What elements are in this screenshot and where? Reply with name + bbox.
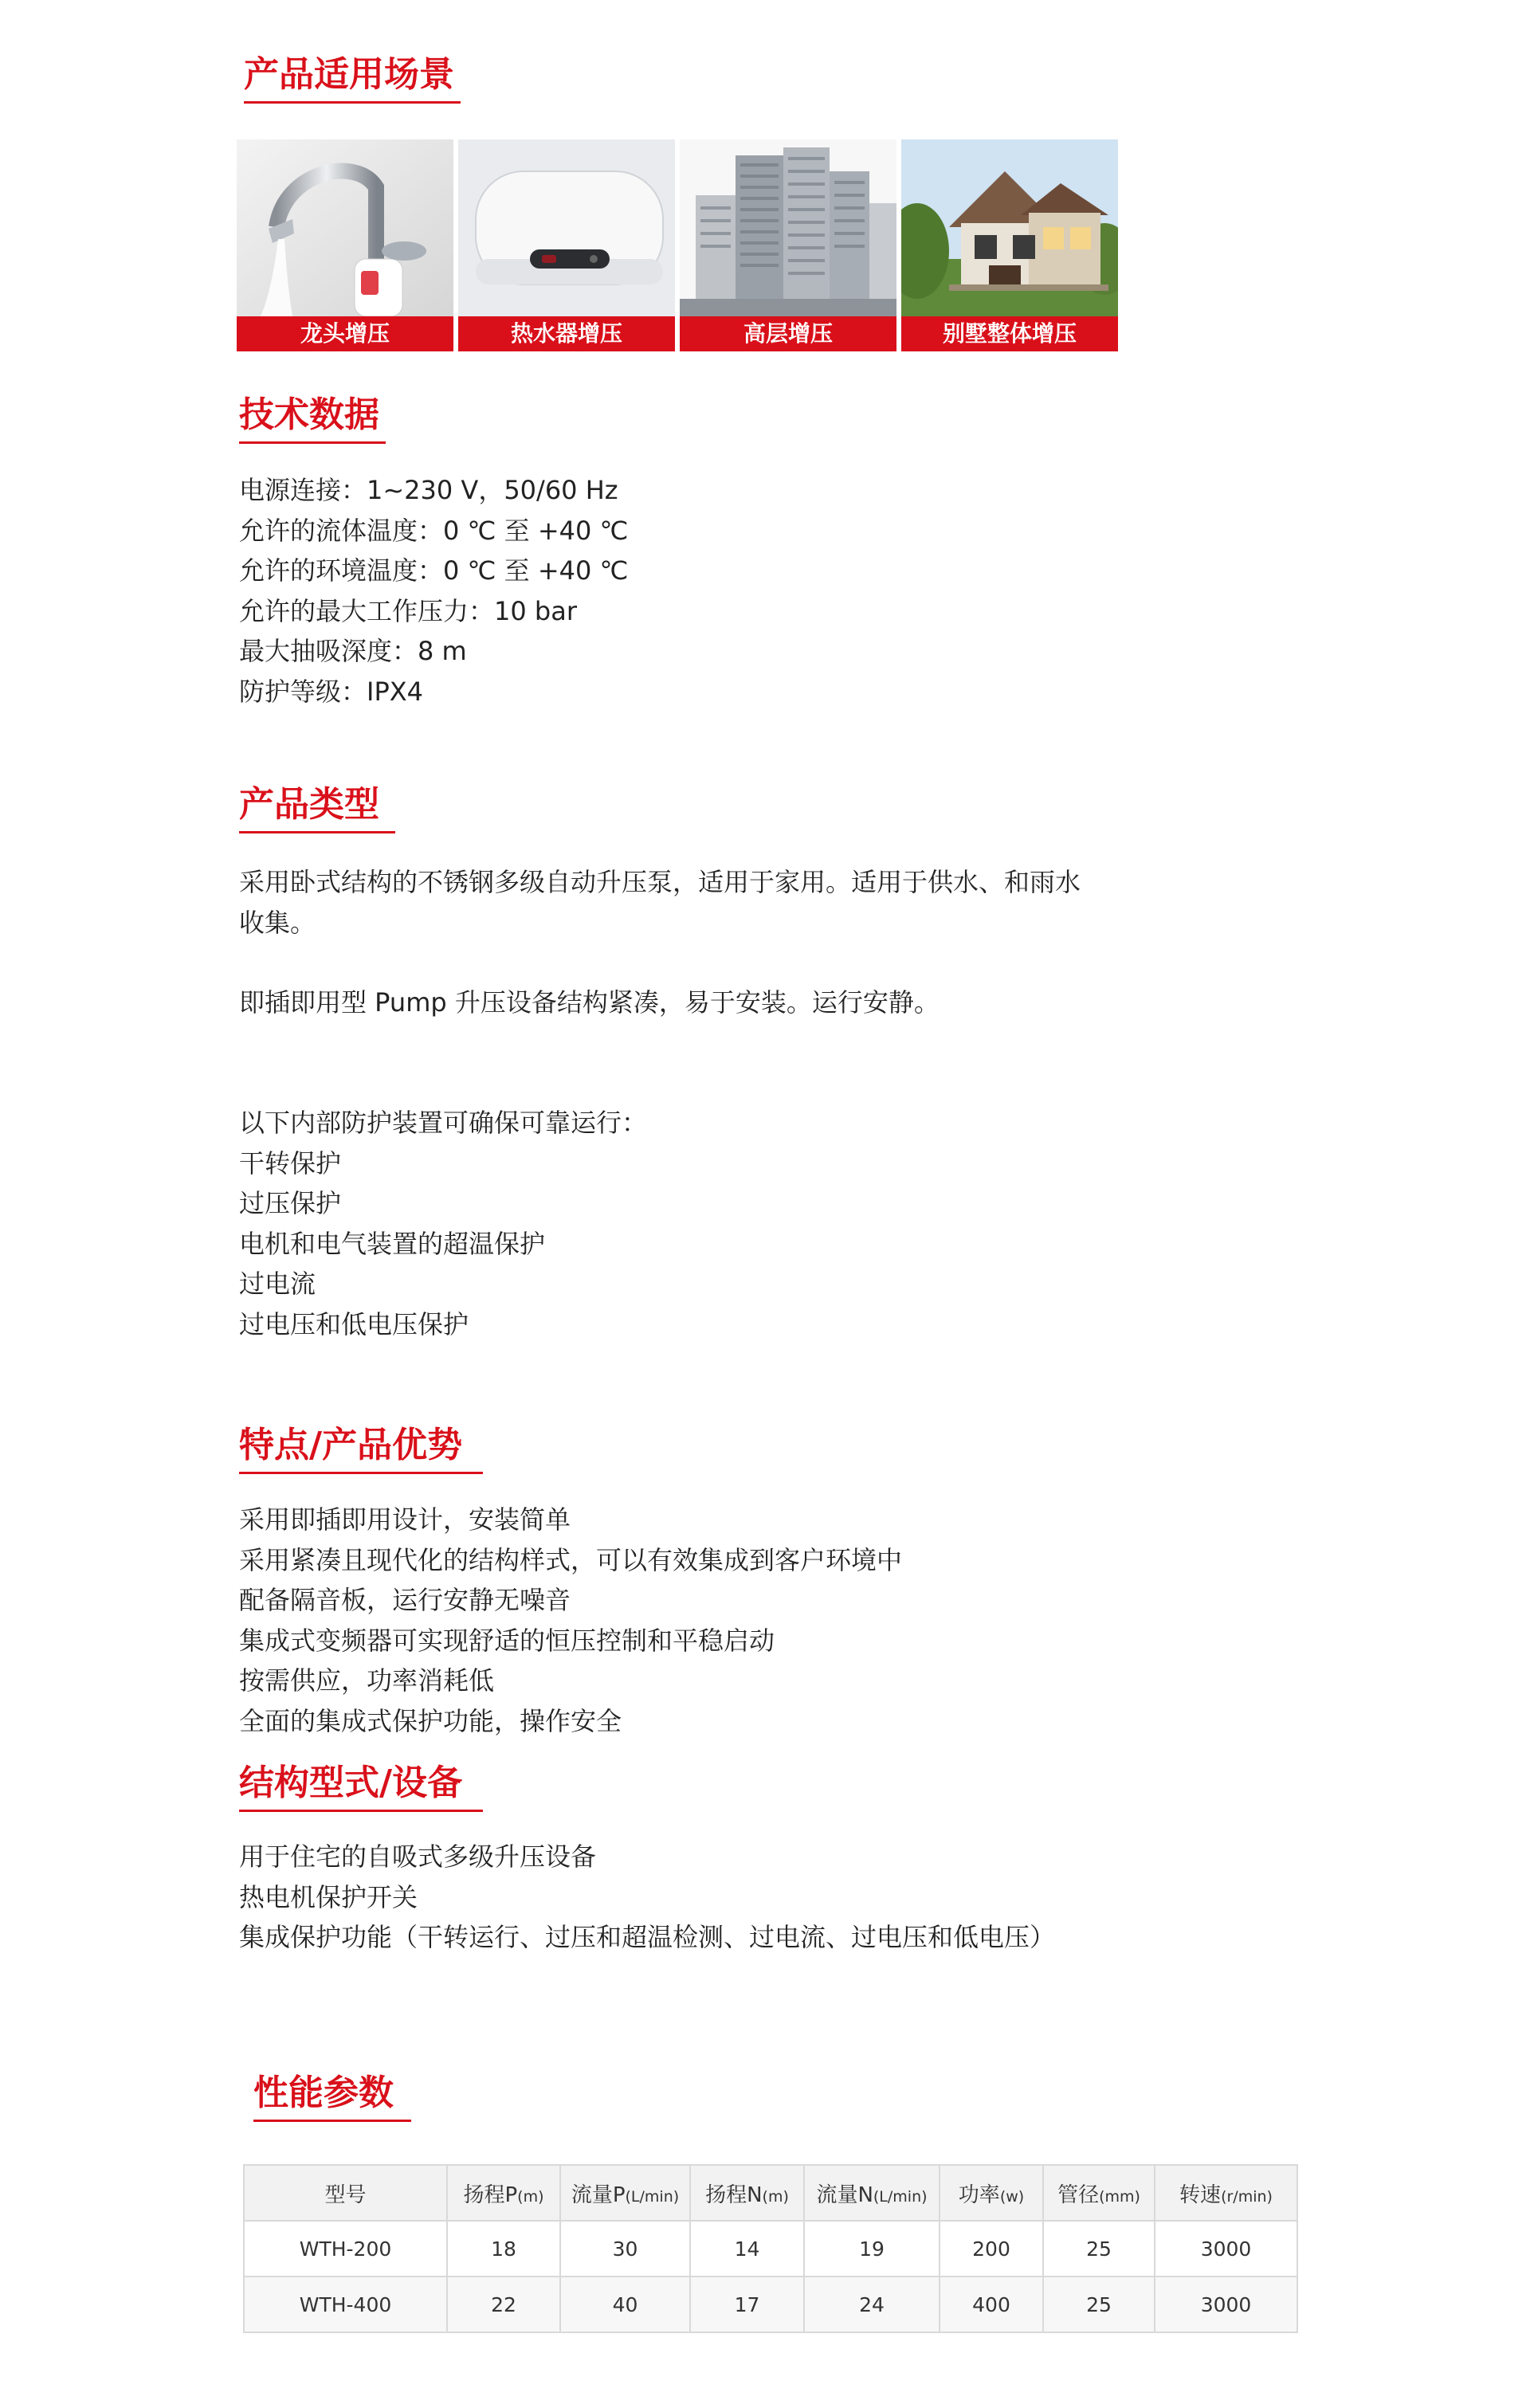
title-underline bbox=[253, 2120, 411, 2122]
list-item: 热电机保护开关 bbox=[239, 1881, 418, 1912]
table-header-cell: 流量N(L/min) bbox=[804, 2165, 940, 2221]
table-cell: 24 bbox=[804, 2277, 940, 2332]
table-header-row bbox=[244, 2165, 1297, 2221]
list-item: 全面的集成式保护功能，操作安全 bbox=[239, 1705, 622, 1736]
faucet-photo bbox=[237, 139, 453, 316]
table-header-cell: 转速(r/min) bbox=[1155, 2165, 1297, 2221]
scene-card bbox=[458, 139, 675, 351]
scene-card bbox=[901, 139, 1118, 351]
table-cell: 17 bbox=[690, 2277, 804, 2332]
section-title-features: 特点/产品优势 bbox=[239, 1428, 462, 1474]
table-cell: 200 bbox=[940, 2221, 1043, 2277]
scene-card bbox=[237, 139, 453, 351]
table-row bbox=[244, 2277, 1297, 2332]
spec-line: 允许的环境温度：0 ℃ 至 +40 ℃ bbox=[239, 555, 629, 586]
scene-caption: 龙头增压 bbox=[237, 316, 453, 351]
high-rise-photo bbox=[680, 139, 896, 316]
protection-intro: 以下内部防护装置可确保可靠运行： bbox=[239, 1108, 648, 1138]
type-paragraph: 收集。 bbox=[239, 907, 316, 938]
villa-photo bbox=[901, 139, 1118, 316]
title-underline bbox=[239, 1810, 483, 1812]
table-cell: 400 bbox=[940, 2277, 1043, 2332]
scene-caption: 高层增压 bbox=[680, 316, 896, 351]
table-header-cell: 扬程P(m) bbox=[447, 2165, 560, 2221]
table-cell: 3000 bbox=[1155, 2277, 1297, 2332]
table-cell: 18 bbox=[447, 2221, 560, 2277]
list-item: 按需供应，功率消耗低 bbox=[239, 1665, 495, 1696]
scene-caption: 别墅整体增压 bbox=[901, 316, 1118, 351]
table-cell: 25 bbox=[1043, 2221, 1155, 2277]
list-item: 采用紧凑且现代化的结构样式，可以有效集成到客户环境中 bbox=[239, 1544, 903, 1575]
table-cell: 25 bbox=[1043, 2277, 1155, 2332]
tech-specs bbox=[239, 470, 628, 712]
list-item: 集成式变频器可实现舒适的恒压控制和平稳启动 bbox=[239, 1625, 775, 1656]
water-heater-photo bbox=[458, 139, 675, 316]
table-cell: WTH-200 bbox=[244, 2221, 447, 2277]
title-underline bbox=[239, 441, 386, 444]
type-paragraph: 采用卧式结构的不锈钢多级自动升压泵，适用于家用。适用于供水、和雨水 bbox=[239, 867, 1081, 897]
section-title-structure: 结构型式/设备 bbox=[239, 1766, 462, 1812]
table-header-cell: 管径(mm) bbox=[1043, 2165, 1155, 2221]
list-item: 配备隔音板，运行安静无噪音 bbox=[239, 1585, 571, 1615]
protection-list bbox=[239, 1103, 647, 1344]
section-title-performance: 性能参数 bbox=[253, 2076, 394, 2122]
spec-line: 最大抽吸深度：8 m bbox=[239, 636, 467, 666]
list-item: 集成保护功能（干转运行、过压和超温检测、过电流、过电压和低电压） bbox=[239, 1922, 1056, 1952]
list-item: 过电流 bbox=[239, 1269, 316, 1299]
scene-card bbox=[680, 139, 896, 351]
table-header-cell: 流量P(L/min) bbox=[560, 2165, 690, 2221]
features-list bbox=[239, 1500, 902, 1741]
spec-line: 允许的最大工作压力：10 bar bbox=[239, 595, 577, 626]
list-item: 干转保护 bbox=[239, 1147, 342, 1179]
product-type-desc-2 bbox=[239, 982, 940, 1023]
section-title-type: 产品类型 bbox=[239, 787, 379, 833]
list-item: 电机和电气装置的超温保护 bbox=[239, 1228, 546, 1259]
table-header-cell: 型号 bbox=[244, 2165, 447, 2221]
table-header-cell: 功率(w) bbox=[940, 2165, 1043, 2221]
title-underline bbox=[239, 1472, 483, 1474]
list-item: 过电压和低电压保护 bbox=[239, 1308, 469, 1339]
table-cell: 19 bbox=[804, 2221, 940, 2277]
list-item: 过压保护 bbox=[239, 1188, 342, 1218]
scene-caption: 热水器增压 bbox=[458, 316, 675, 351]
title-underline bbox=[244, 101, 461, 104]
table-cell: WTH-400 bbox=[244, 2277, 447, 2332]
spec-line: 防护等级：IPX4 bbox=[239, 676, 424, 707]
section-title-tech: 技术数据 bbox=[239, 398, 379, 444]
product-type-desc bbox=[239, 862, 1081, 943]
table-header-cell: 扬程N(m) bbox=[690, 2165, 804, 2221]
performance-table bbox=[243, 2164, 1298, 2333]
section-title-scenes: 产品适用场景 bbox=[244, 57, 454, 104]
type-paragraph: 即插即用型 Pump 升压设备结构紧凑，易于安装。运行安静。 bbox=[239, 987, 940, 1018]
table-cell: 3000 bbox=[1155, 2221, 1297, 2277]
scene-gallery bbox=[237, 139, 1118, 351]
spec-line: 允许的流体温度：0 ℃ 至 +40 ℃ bbox=[239, 515, 629, 546]
table-cell: 14 bbox=[690, 2221, 804, 2277]
structure-list bbox=[239, 1837, 1055, 1958]
spec-line: 电源连接：1~230 V，50/60 Hz bbox=[239, 475, 618, 505]
title-underline bbox=[239, 831, 395, 833]
table-cell: 30 bbox=[560, 2221, 690, 2277]
table-row bbox=[244, 2221, 1297, 2277]
list-item: 采用即插即用设计，安装简单 bbox=[239, 1504, 571, 1535]
table-cell: 22 bbox=[447, 2277, 560, 2332]
table-cell: 40 bbox=[560, 2277, 690, 2332]
list-item: 用于住宅的自吸式多级升压设备 bbox=[239, 1841, 597, 1872]
